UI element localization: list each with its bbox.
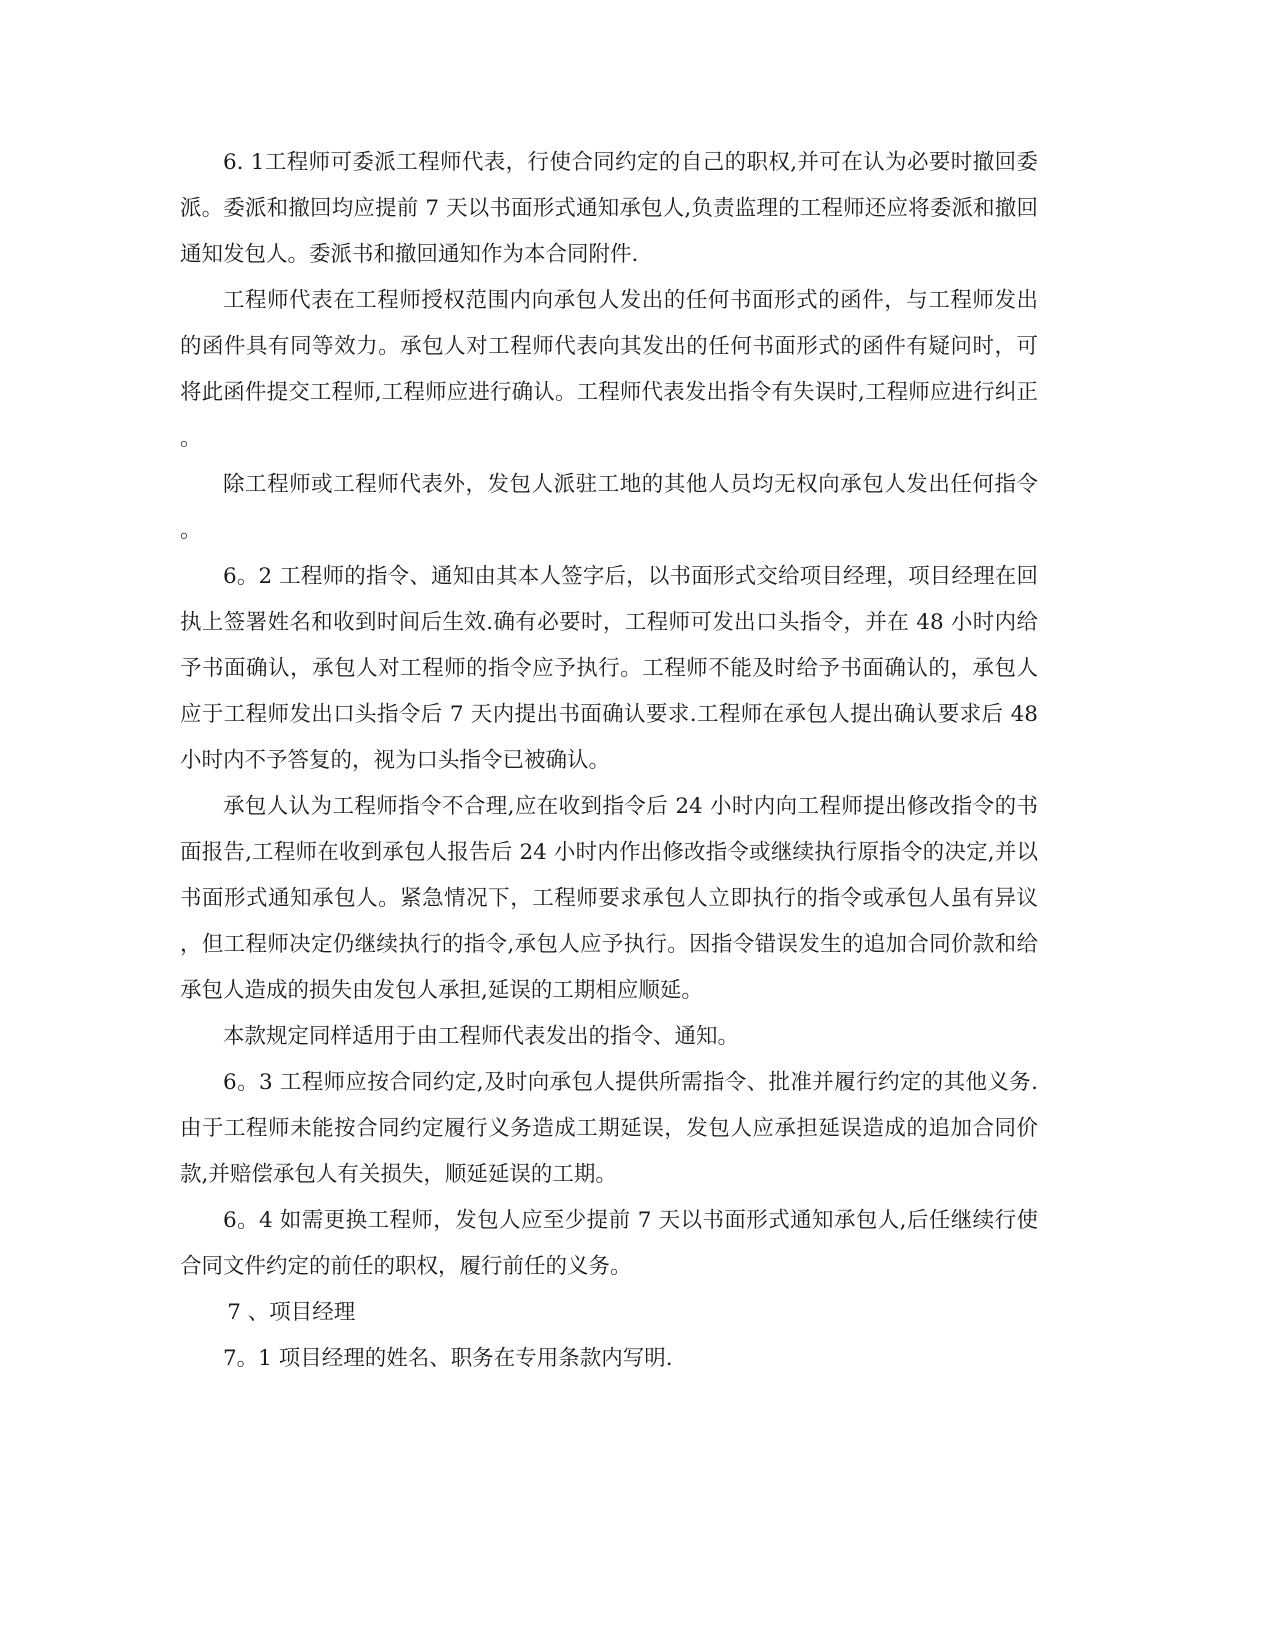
document-body — [180, 140, 1038, 1382]
other-personnel-paragraph: 除工程师或工程师代表外，发包人派驻工地的其他人员均无权向承包人发出任何指令。 — [180, 472, 1038, 543]
unreasonable-instruction-paragraph: 承包人认为工程师指令不合理,应在收到指令后 24 小时内向工程师提出修改指令的书面报告,工程师在收到承包人报告后 24 小时内作出修改指令或继续执行原指令的决定,并以书面形式通知承包人。紧急情况下，工程师要求承包人立即执行的指令或承包人虽有异议，但工程师决定仍继续执行的指令,承包人应予执行。因指令错误发生的追加合同价款和给承包人造成的损失由发包人承担,延误的工期相应顺延。 — [180, 794, 1038, 1003]
engineer-representative-paragraph: 工程师代表在工程师授权范围内向承包人发出的任何书面形式的函件，与工程师发出的函件具有同等效力。承包人对工程师代表向其发出的任何书面形式的函件有疑问时，可将此函件提交工程师,工程师应进行确认。工程师代表发出指令有失误时,工程师应进行纠正。 — [180, 288, 1038, 451]
clause-6-3-paragraph: 6。3 工程师应按合同约定,及时向承包人提供所需指令、批准并履行约定的其他义务.由于工程师未能按合同约定履行义务造成工期延误，发包人应承担延误造成的追加合同价款,并赔偿承包人有关损失，顺延延误的工期。 — [180, 1070, 1038, 1187]
clause-7-1-paragraph: 7。1 项目经理的姓名、职务在专用条款内写明. — [223, 1346, 673, 1371]
clause-6-2-paragraph: 6。2 工程师的指令、通知由其本人签字后，以书面形式交给项目经理，项目经理在回执上签署姓名和收到时间后生效.确有必要时，工程师可发出口头指令，并在 48 小时内给予书面确认，承包人对工程师的指令应予执行。工程师不能及时给予书面确认的，承包人应于工程师发出口头指令后 7 天内提出书面确认要求.工程师在承包人提出确认要求后 48 小时内不予答复的，视为口头指令已被确认。 — [180, 564, 1038, 773]
section-7-heading: 7 、项目经理 — [227, 1300, 356, 1325]
applicability-paragraph: 本款规定同样适用于由工程师代表发出的指令、通知。 — [223, 1024, 740, 1049]
clause-6-4-paragraph: 6。4 如需更换工程师，发包人应至少提前 7 天以书面形式通知承包人,后任继续行使合同文件约定的前任的职权，履行前任的义务。 — [180, 1208, 1038, 1279]
clause-6-1-paragraph: 6. 1工程师可委派工程师代表，行使合同约定的自己的职权,并可在认为必要时撤回委派。委派和撤回均应提前 7 天以书面形式通知承包人,负责监理的工程师还应将委派和撤回通知发包人。委派书和撤回通知作为本合同附件. — [180, 150, 1038, 267]
